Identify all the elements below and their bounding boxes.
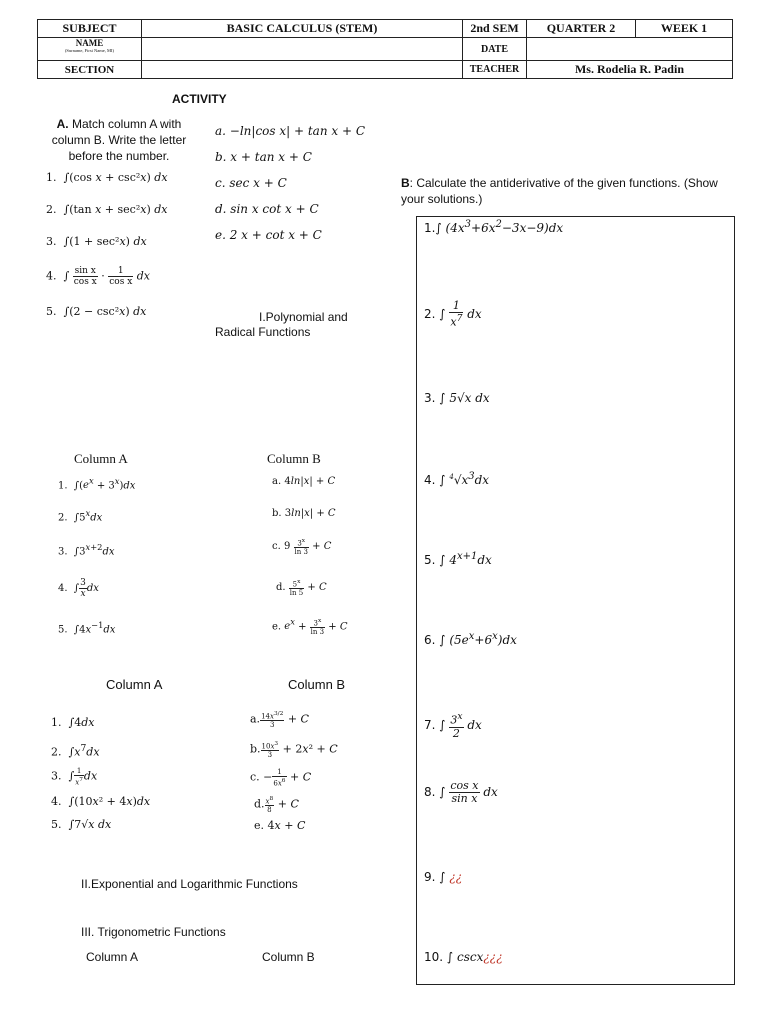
name-hint: (Surname, First Name, MI) xyxy=(64,48,115,53)
part-b-item-3: 3. ∫ 5√x dx xyxy=(424,391,490,405)
section-field[interactable] xyxy=(142,61,463,79)
set1-choice-a: a. 4ln|x| + C xyxy=(272,476,336,487)
set1-choice-b: b. 3ln|x| + C xyxy=(272,508,336,519)
header-table xyxy=(37,19,733,79)
set2-choice-d: d. $\frac{x^8}{8}$ + C xyxy=(254,796,299,815)
part-a-choice-d: d. sin x cot x + C xyxy=(215,202,319,216)
name-label: NAME xyxy=(75,38,104,48)
set1-item-2: 2. ∫5$^x$dx xyxy=(58,508,103,524)
section-2-title: II.Exponential and Logarithmic Functions xyxy=(81,877,298,891)
activity-title: ACTIVITY xyxy=(172,92,227,106)
set2-choice-a: a. $\frac{14x^{3/2}}{3}$ + C xyxy=(250,711,309,730)
column-b-header-2: Column B xyxy=(288,677,346,692)
set2-item-1: 1. ∫4dx xyxy=(51,716,95,729)
part-b-item-6: 6. ∫ $(5e^x+6^x)dx$ xyxy=(424,631,517,647)
name-label-cell xyxy=(38,38,142,61)
set1-choice-e: e. $e^x$ + $\frac{3^x}{\ln 3}$ + C xyxy=(272,617,348,637)
week-value: WEEK 1 xyxy=(636,20,733,38)
part-a-instructions xyxy=(38,116,200,164)
set1-choice-d: d. $\frac{5^x}{\ln 5}$ + C xyxy=(276,579,327,598)
part-a-item-3: 3. ∫(1 + sec²x) dx xyxy=(46,235,147,248)
part-b-label: B xyxy=(401,176,410,190)
set2-choice-e: e. 4x + C xyxy=(254,819,306,832)
section-label: SECTION xyxy=(38,61,142,79)
part-a-text: Match column A with column B. Write the letter before the number. xyxy=(51,117,187,163)
set1-item-5: 5. $\int 4x^{-1}dx$ xyxy=(58,620,116,636)
column-b-header-1: Column B xyxy=(267,451,321,466)
column-a-header-3: Column A xyxy=(86,950,139,964)
set2-item-2: 2. $\int x^7dx$ xyxy=(51,743,100,759)
subject-label: SUBJECT xyxy=(38,20,142,38)
column-a-header-2: Column A xyxy=(106,677,163,692)
set1-item-3: 3. $\int 3^{x+2}dx$ xyxy=(58,542,115,558)
set1-choice-c: c. 9 $\frac{3^x}{\ln 3}$ + C xyxy=(272,538,332,557)
part-a-choice-e: e. 2 x + cot x + C xyxy=(215,228,322,242)
part-b-answer-box xyxy=(416,216,735,985)
teacher-label: TEACHER xyxy=(463,61,527,79)
column-a-header-1: Column A xyxy=(74,451,128,466)
part-a-choice-c: c. sec x + C xyxy=(215,176,287,190)
subject-value: BASIC CALCULUS (STEM) xyxy=(142,20,463,38)
part-b-item-10: 10. ∫ cscx¿¿¿ xyxy=(424,950,503,964)
part-b-item-8: 8. ∫ $\frac{\text{cos x}}{\text{sin x}}$ dx xyxy=(424,779,498,805)
set1-item-4: 4. ∫ $\frac{3}{x}$ dx xyxy=(58,578,99,599)
set2-choice-b: b. $\frac{10x^3}{3}$ + 2x² + C xyxy=(250,741,338,760)
set1-item-1: 1. $\int(e^x + 3^x)dx$ xyxy=(58,476,136,492)
sem-value: 2nd SEM xyxy=(463,20,527,38)
section-3-title: III. Trigonometric Functions xyxy=(81,925,226,939)
part-b-item-7: 7. ∫ $\frac{3^x}{2}$ dx xyxy=(424,711,482,740)
date-field[interactable] xyxy=(527,38,733,61)
section-1-title: I.Polynomial and Radical Functions xyxy=(215,310,348,339)
quarter-value: QUARTER 2 xyxy=(527,20,636,38)
part-a-label: A. xyxy=(56,117,69,131)
set2-choice-c: c. − $\frac{1}{6x^6}$ + C xyxy=(250,768,312,788)
part-a-item-5: 5. ∫(2 − csc²x) dx xyxy=(46,305,147,318)
part-b-item-4: 4. ∫ $^4√x^3dx$ xyxy=(424,471,490,487)
set2-item-3: 3. ∫ $\frac{1}{x^7}$ dx xyxy=(51,767,98,787)
part-b-text: : Calculate the antiderivative of the given functions. (Show your solutions.) xyxy=(401,176,718,206)
part-b-item-1: 1.∫ $(4x^3+6x^2-3x-9)dx$ xyxy=(424,219,564,235)
part-b-item-9: 9. ∫ ¿¿ xyxy=(424,870,463,884)
column-b-header-3: Column B xyxy=(262,950,315,964)
teacher-value: Ms. Rodelia R. Padin xyxy=(527,61,733,79)
date-label: DATE xyxy=(463,38,527,61)
part-a-item-1: 1. ∫(cos x + csc²x) dx xyxy=(46,171,168,184)
part-b-instructions xyxy=(401,175,731,207)
name-field[interactable] xyxy=(142,38,463,61)
part-a-choice-b: b. x + tan x + C xyxy=(215,150,312,164)
set2-item-4: 4. ∫(10x² + 4x)dx xyxy=(51,795,151,808)
part-b-item-2: 2. ∫ $\frac{1}{x^7}$ dx xyxy=(424,299,482,329)
part-b-item-5: 5. ∫ $4^{x+1}dx$ xyxy=(424,551,492,567)
part-a-item-4: 4. ∫ $\frac{\text{sin x}}{\text{cos x}}$ · $\frac{1}{\text{cos x}}$ dx xyxy=(46,266,151,287)
part-a-choice-a: a. −ln|cos x| + tan x + C xyxy=(215,124,366,138)
part-a-item-2: 2. ∫(tan x + sec²x) dx xyxy=(46,203,168,216)
set2-item-5: 5. ∫7√x dx xyxy=(51,818,112,831)
